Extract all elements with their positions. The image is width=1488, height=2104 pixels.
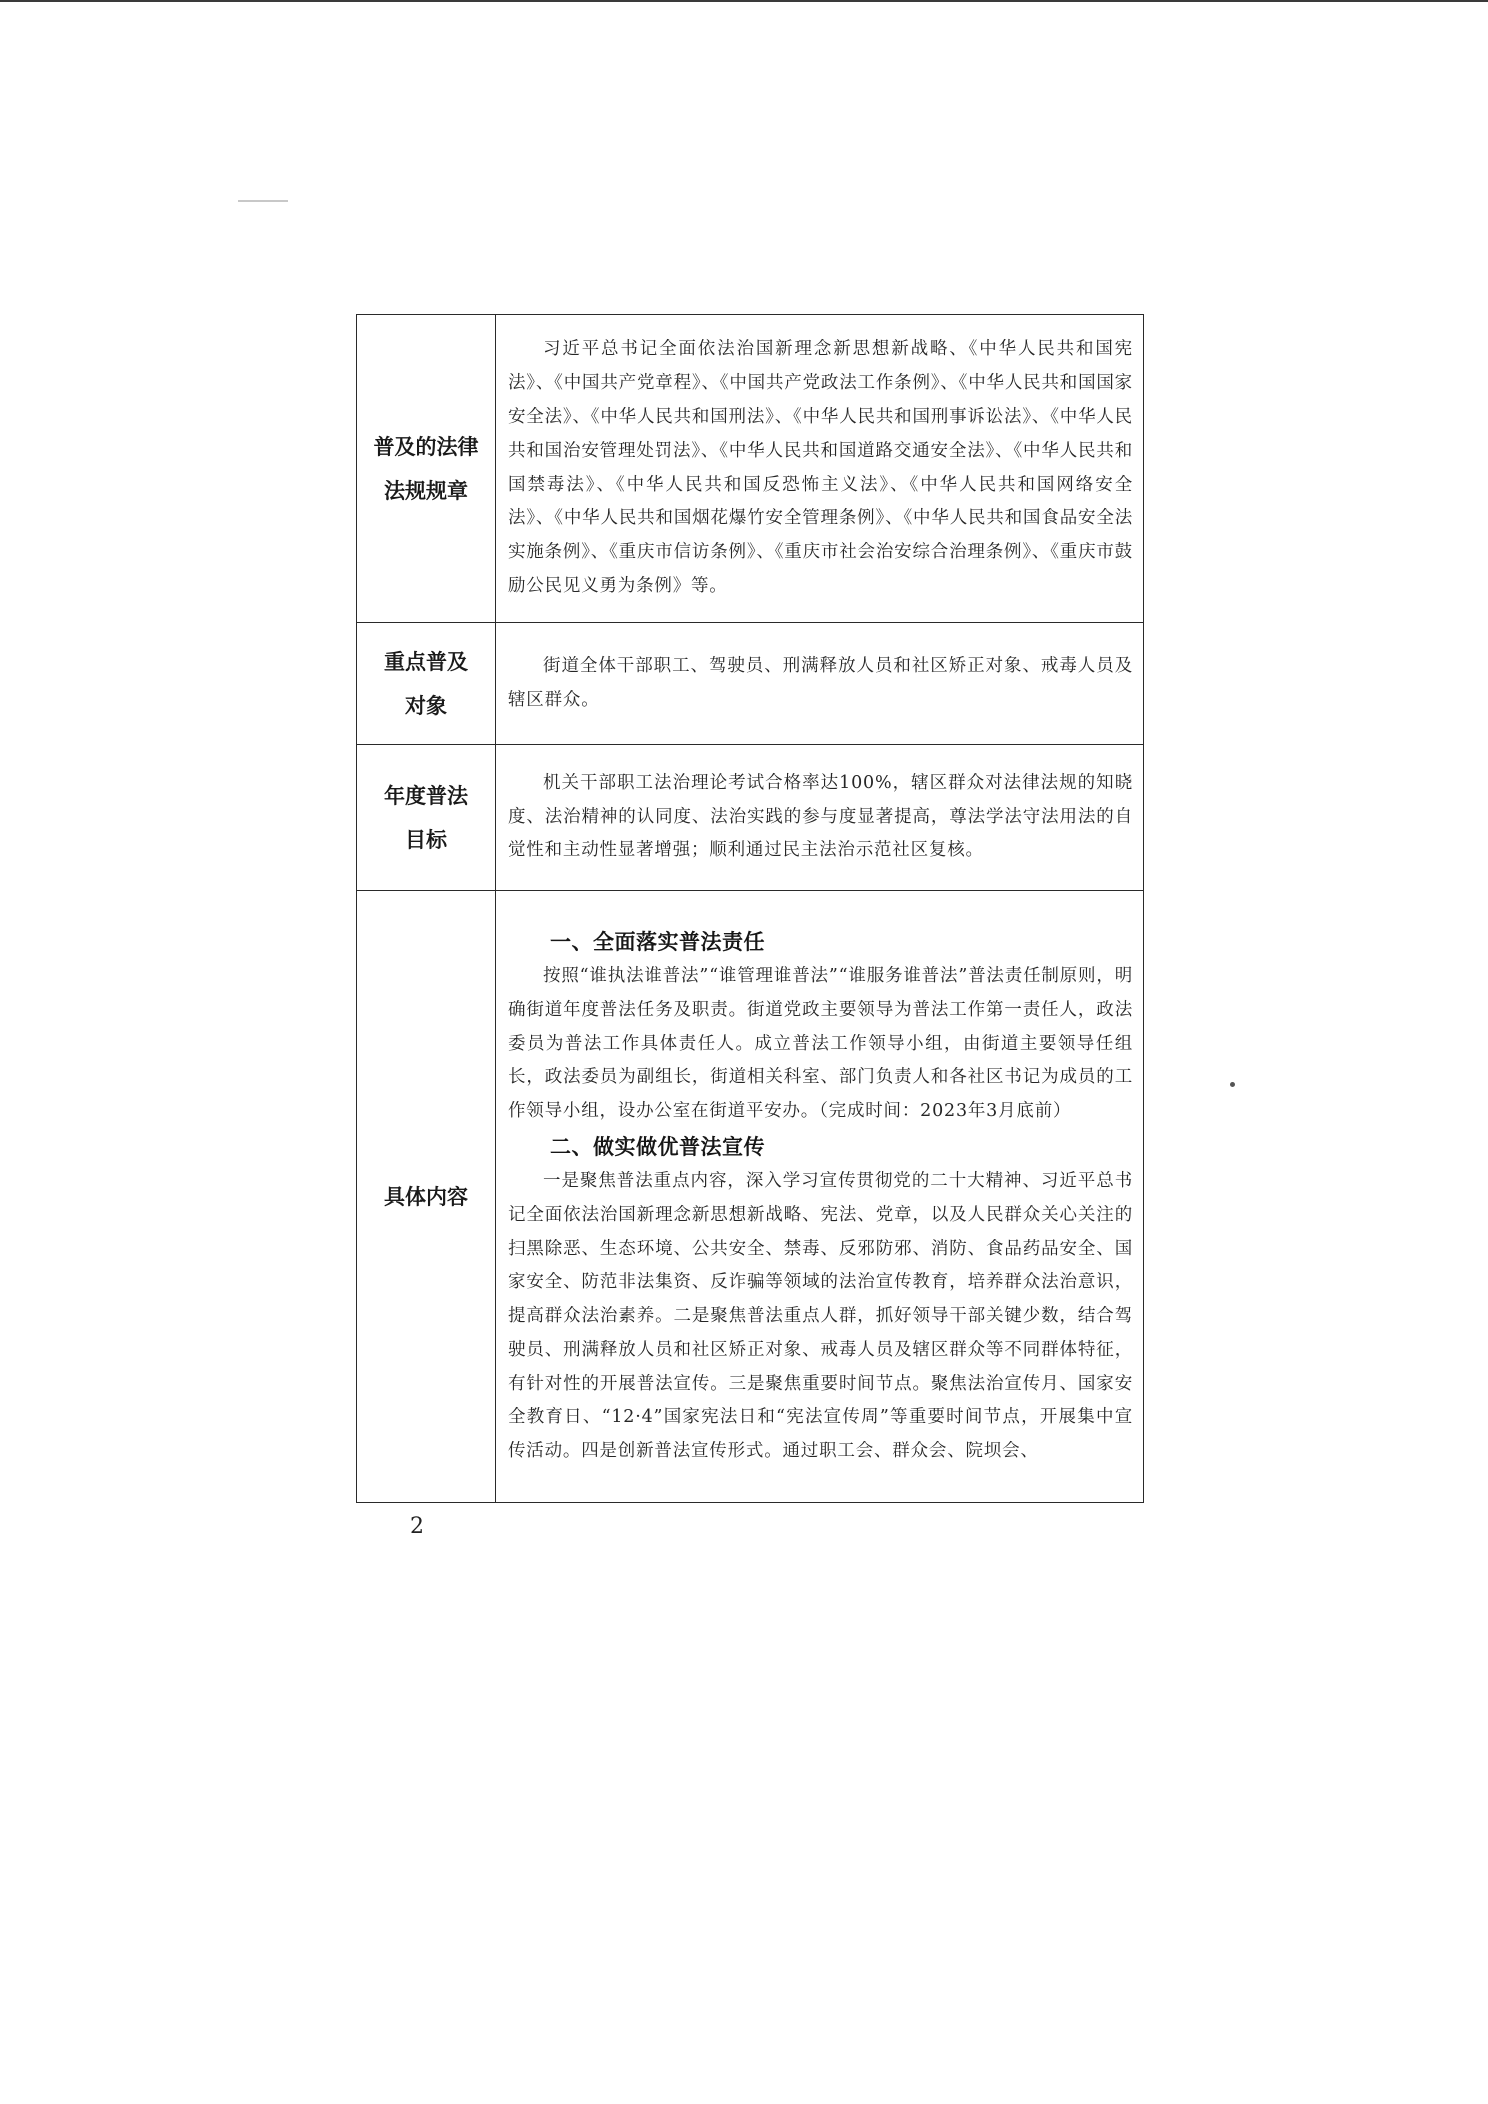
section2-heading: 二、做实做优普法宣传 [550, 1134, 765, 1159]
row-content-targets [496, 623, 1144, 745]
row-label-content [357, 891, 496, 1503]
page-number: 2 [410, 1514, 424, 1539]
goals-text: 机关干部职工法治理论考试合格率达100%，辖区群众对法律法规的知晓度、法治精神的认同度、法治实践的参与度显著提高，尊法学法守法用法的自觉性和主动性显著增强；顺利通过民主法治示范社区复核。 [508, 772, 1133, 861]
row-label-content-text: 具体内容 [384, 1184, 468, 1209]
row-label-goals-line1: 年度普法 [384, 783, 468, 808]
section1-heading: 一、全面落实普法责任 [550, 929, 765, 954]
table-row-content [357, 891, 1144, 1503]
row-label-laws-line1: 普及的法律 [373, 434, 479, 459]
row-label-targets [357, 623, 496, 745]
laws-text: 习近平总书记全面依法治国新理念新思想新战略、《中华人民共和国宪法》、《中国共产党章程》、《中国共产党政法工作条例》、《中华人民共和国国家安全法》、《中华人民共和国刑法》、《中华人民共和国刑事诉讼法》、《中华人民共和国治安管理处罚法》、《中华人民共和国道路交通安全法》、《中华人民共和国禁毒法》、《中华人民共和国反恐怖主义法》、《中华人民共和国网络安全法》、《中华人民共和国烟花爆竹安全管理条例》、《中华人民共和国食品安全法实施条例》、《重庆市信访条例》、《重庆市社会治安综合治理条例》、《重庆市鼓励公民见义勇为条例》等。 [508, 339, 1133, 596]
targets-text: 街道全体干部职工、驾驶员、刑满释放人员和社区矫正对象、戒毒人员及辖区群众。 [508, 655, 1133, 710]
row-label-targets-line2: 对象 [405, 693, 447, 718]
table-row-laws [357, 315, 1144, 623]
row-label-targets-line1: 重点普及 [384, 649, 468, 674]
scan-dot [1230, 1082, 1235, 1087]
row-label-goals [357, 745, 496, 891]
scan-top-edge [0, 0, 1488, 2]
row-content-details [496, 891, 1144, 1503]
plan-table [356, 314, 1144, 1503]
row-label-laws-line2: 法规规章 [384, 478, 468, 503]
section2-text: 一是聚焦普法重点内容，深入学习宣传贯彻党的二十大精神、习近平总书记全面依法治国新理念新思想新战略、宪法、党章，以及人民群众关心关注的扫黑除恶、生态环境、公共安全、禁毒、反邪防邪、消防、食品药品安全、国家安全、防范非法集资、反诈骗等领域的法治宣传教育，培养群众法治意识，提高群众法治素养。二是聚焦普法重点人群，抓好领导干部关键少数，结合驾驶员、刑满释放人员和社区矫正对象、戒毒人员及辖区群众等不同群体特征，有针对性的开展普法宣传。三是聚焦重要时间节点。聚焦法治宣传月、国家安全教育日、“12·4”国家宪法日和“宪法宣传周”等重要时间节点，开展集中宣传活动。四是创新普法宣传形式。通过职工会、群众会、院坝会、 [508, 1170, 1133, 1462]
table-row-goals [357, 745, 1144, 891]
row-content-goals [496, 745, 1144, 891]
row-content-laws [496, 315, 1144, 623]
section1-text: 按照“谁执法谁普法”“谁管理谁普法”“谁服务谁普法”普法责任制原则，明确街道年度普法任务及职责。街道党政主要领导为普法工作第一责任人，政法委员为普法工作具体责任人。成立普法工作领导小组，由街道主要领导任组长，政法委员为副组长，街道相关科室、部门负责人和各社区书记为成员的工作领导小组，设办公室在街道平安办。（完成时间：2023年3月底前） [508, 965, 1133, 1122]
row-label-goals-line2: 目标 [405, 827, 447, 852]
row-label-laws [357, 315, 496, 623]
table-row-targets [357, 623, 1144, 745]
scan-mark [238, 200, 288, 202]
